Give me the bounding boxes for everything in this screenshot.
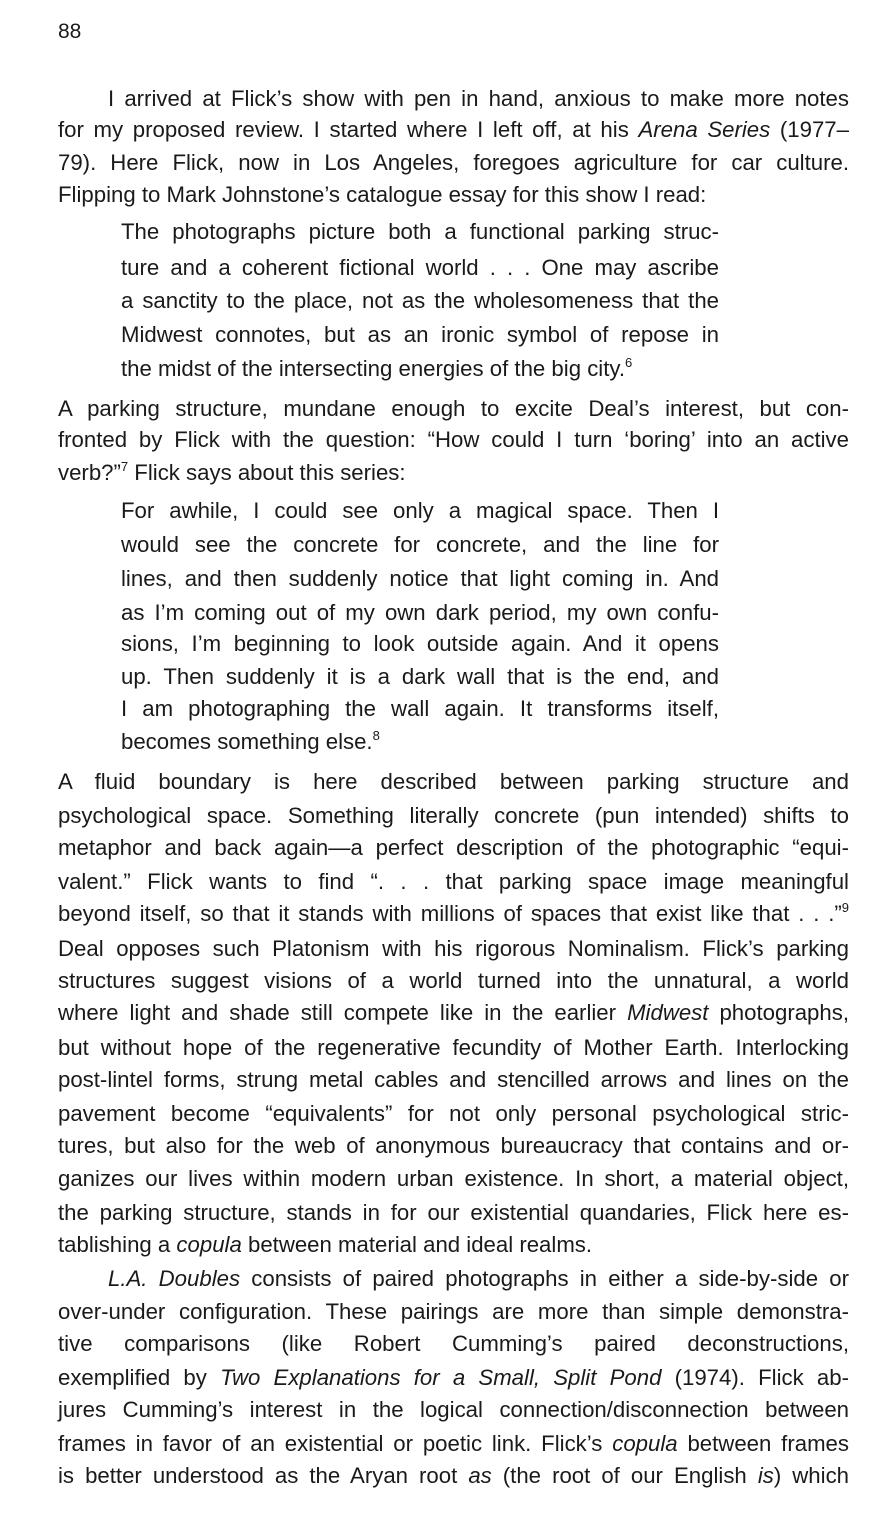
text-span: as I’m coming out of my own dark period, my own confu-: [121, 600, 719, 625]
text-span: consists of paired photographs in either a side-by-side or: [240, 1266, 849, 1291]
text-line: [58, 114, 849, 146]
text-span: I arrived at Flick’s show with pen in hand, anxious to make more notes: [108, 86, 849, 111]
quote-line: [121, 216, 719, 248]
text-span: pavement become “equivalents” for not only personal psychological stric-: [58, 1101, 849, 1126]
text-span: verb?”: [58, 460, 121, 485]
text-line: [58, 393, 849, 425]
emphasis-term: is: [757, 1463, 774, 1488]
text-line: [58, 1362, 849, 1394]
text-span: psychological space. Something literally concrete (pun intended) shifts to: [58, 803, 849, 828]
page-number: 88: [58, 20, 82, 43]
quote-line: [121, 597, 719, 629]
quote-line: [121, 661, 719, 693]
text-span: valent.” Flick wants to find “. . . that parking space image meaningful: [58, 869, 849, 894]
text-line: [58, 179, 849, 211]
text-span: tablishing a: [58, 1232, 177, 1257]
text-line: [58, 1460, 849, 1492]
text-span: lines, and then suddenly notice that light coming in. And: [121, 566, 719, 591]
text-span: (1974). Flick ab-: [661, 1365, 849, 1390]
text-span: where light and shade still compete like in the earlier: [58, 1000, 628, 1025]
text-line: [58, 1098, 849, 1130]
text-span: a sanctity to the place, not as the wholesomeness that the: [121, 288, 719, 313]
series-title: Arena Series: [638, 117, 771, 142]
text-line: [58, 866, 849, 898]
text-line: [58, 766, 849, 798]
text-span: between material and ideal realms.: [241, 1232, 593, 1257]
text-line: [58, 933, 849, 965]
text-span: structures suggest visions of a world turned into the unnatural, a world: [58, 968, 849, 993]
text-span: fronted by Flick with the question: “How could I turn ‘boring’ into an active: [58, 427, 849, 452]
text-line: [58, 457, 849, 489]
artwork-title: Two Explanations for a Small, Split Pond: [220, 1365, 662, 1390]
text-span: exemplified by: [58, 1365, 221, 1390]
text-line: [58, 832, 849, 864]
text-span: Midwest connotes, but as an ironic symbol of repose in: [121, 322, 719, 347]
text-span: I am photographing the wall again. It transforms itself,: [121, 696, 719, 721]
text-span: Flick says about this series:: [128, 460, 406, 485]
text-span: metaphor and back again—a perfect description of the photographic “equi-: [58, 835, 849, 860]
text-line: [58, 1428, 849, 1460]
text-span: the midst of the intersecting energies of the big city.: [121, 356, 626, 381]
quote-line: [121, 495, 719, 527]
text-line: [58, 1394, 849, 1426]
text-span: frames in favor of an existential or poetic link. Flick’s: [58, 1431, 613, 1456]
text-line: [58, 424, 849, 456]
text-span: becomes something else.: [121, 729, 373, 754]
text-span: The photographs picture both a functional parking struc-: [121, 219, 719, 244]
text-line: [58, 1197, 849, 1229]
text-span: Flipping to Mark Johnstone’s catalogue essay for this show I read:: [58, 182, 707, 207]
text-span: beyond itself, so that it stands with millions of spaces that exist like that . . .”: [58, 901, 842, 926]
emphasis-term: copula: [176, 1232, 242, 1257]
footnote-marker: 8: [372, 728, 380, 743]
text-line: [58, 1032, 849, 1064]
text-line: [58, 1229, 849, 1261]
footnote-marker: 9: [841, 900, 849, 915]
text-span: ture and a coherent fictional world . . . One may ascribe: [121, 255, 719, 280]
text-span: A fluid boundary is here described between parking structure and: [58, 769, 849, 794]
text-line: [58, 1130, 849, 1162]
text-span: post-lintel forms, strung metal cables and stencilled arrows and lines on the: [58, 1067, 849, 1092]
quote-line: [121, 693, 719, 725]
text-span: the parking structure, stands in for our existential quandaries, Flick here es-: [58, 1200, 849, 1225]
text-span: Deal opposes such Platonism with his rigorous Nominalism. Flick’s parking: [58, 936, 849, 961]
text-line: [58, 1163, 849, 1195]
text-span: between frames: [677, 1431, 849, 1456]
text-line: [58, 800, 849, 832]
footnote-marker: 7: [120, 459, 129, 474]
text-span: sions, I’m beginning to look outside again. And it opens: [121, 631, 719, 656]
text-span: For awhile, I could see only a magical space. Then I: [121, 498, 719, 523]
quote-line: [121, 563, 719, 595]
quote-line: [121, 529, 719, 561]
text-span: but without hope of the regenerative fecundity of Mother Earth. Interlocking: [58, 1035, 849, 1060]
text-span: is better understood as the Aryan root: [58, 1463, 469, 1488]
text-span: (1977–: [770, 117, 849, 142]
text-span: jures Cumming’s interest in the logical connection/disconnection between: [58, 1397, 849, 1422]
text-line: [58, 898, 849, 930]
text-line: [58, 1064, 849, 1096]
series-title: Midwest: [627, 1000, 709, 1025]
text-line: [108, 1263, 849, 1295]
text-span: A parking structure, mundane enough to excite Deal’s interest, but con-: [58, 396, 849, 421]
text-span: photographs,: [708, 1000, 849, 1025]
text-span: ganizes our lives within modern urban existence. In short, a material object,: [58, 1166, 849, 1191]
text-span: tures, but also for the web of anonymous bureaucracy that contains and or-: [58, 1133, 849, 1158]
quote-line: [121, 726, 719, 758]
quote-line: [121, 353, 719, 385]
text-span: (the root of our English: [491, 1463, 758, 1488]
text-span: for my proposed review. I started where I left off, at his: [58, 117, 639, 142]
quote-line: [121, 628, 719, 660]
text-line: [58, 147, 849, 179]
emphasis-term: as: [468, 1463, 492, 1488]
text-span: tive comparisons (like Robert Cumming’s paired deconstructions,: [58, 1331, 849, 1356]
text-span: would see the concrete for concrete, and the line for: [121, 532, 719, 557]
text-line: [58, 965, 849, 997]
quote-line: [121, 285, 719, 317]
text-line: [108, 83, 849, 115]
emphasis-term: copula: [612, 1431, 678, 1456]
text-span: 79). Here Flick, now in Los Angeles, foregoes agriculture for car culture.: [58, 150, 849, 175]
quote-line: [121, 319, 719, 351]
quote-line: [121, 252, 719, 284]
text-span: ) which: [773, 1463, 849, 1488]
text-line: [58, 997, 849, 1029]
text-span: over-under configuration. These pairings are more than simple demonstra-: [58, 1299, 849, 1324]
text-line: [58, 1328, 849, 1360]
footnote-marker: 6: [625, 355, 633, 370]
text-line: [58, 1296, 849, 1328]
text-span: up. Then suddenly it is a dark wall that is the end, and: [121, 664, 719, 689]
series-title: L.A. Doubles: [108, 1266, 241, 1291]
